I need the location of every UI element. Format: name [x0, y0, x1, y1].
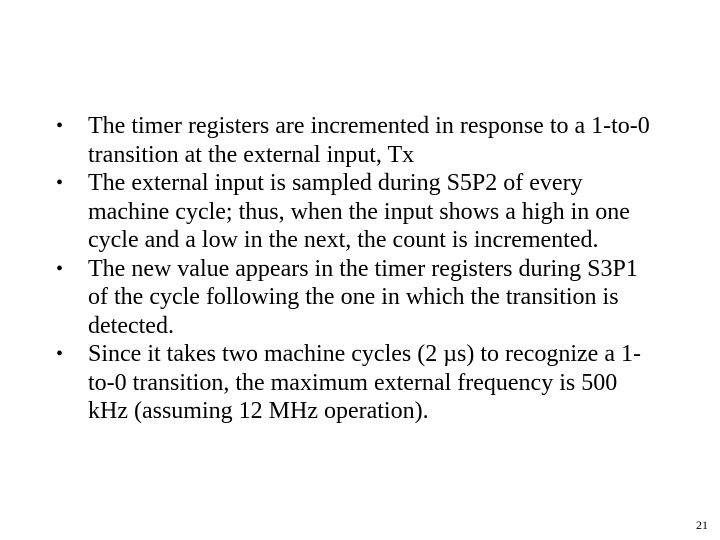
page-number: 21 — [696, 518, 708, 532]
bullet-text: The timer registers are incremented in response to a 1-to-0 transition at the external input, Tx — [88, 113, 650, 168]
bullet-item — [56, 255, 656, 341]
bullet-marker: • — [56, 115, 64, 137]
bullet-list — [56, 112, 656, 426]
bullet-marker: • — [56, 343, 64, 365]
bullet-text: Since it takes two machine cycles (2 µs) to recognize a 1-to-0 transition, the maximum external frequency is 500 kHz (assuming 12 MHz operation). — [88, 341, 641, 424]
bullet-item — [56, 340, 656, 426]
bullet-text: The new value appears in the timer registers during S3P1 of the cycle following the one in which the transition is detected. — [88, 255, 638, 339]
bullet-item — [56, 169, 656, 255]
bullet-marker: • — [56, 257, 64, 280]
bullet-marker: • — [56, 172, 64, 194]
bullet-item — [56, 112, 656, 169]
bullet-text: The external input is sampled during S5P2 of every machine cycle; thus, when the input shows a high in one cycle and a low in the next, the count is incremented. — [88, 170, 630, 253]
